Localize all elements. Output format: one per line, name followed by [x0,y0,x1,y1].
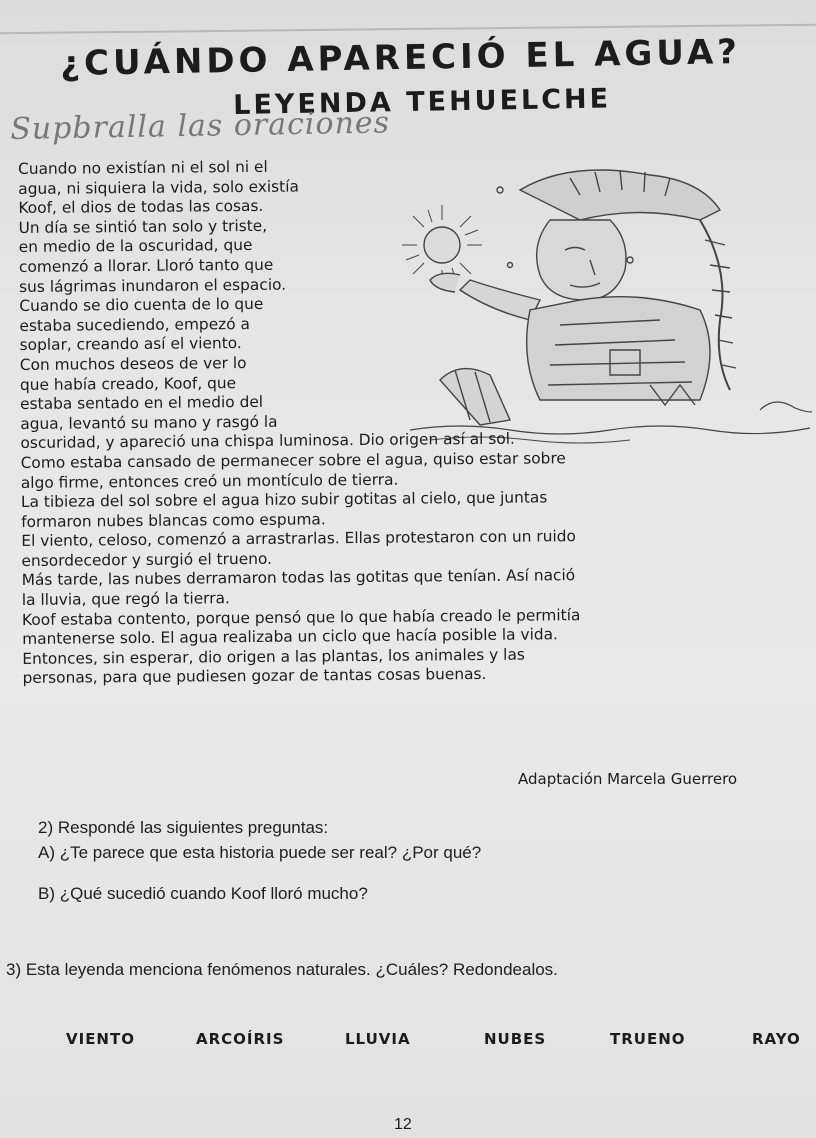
story-line: en medio de la oscuridad, que [18,236,253,257]
story-line: Koof, el dios de todas las cosas. [18,197,264,218]
option-rayo[interactable]: RAYO [752,1030,801,1048]
story-line: Entonces, sin esperar, dio origen a las plantas, los animales y las [22,645,525,668]
story-line: Con muchos deseos de ver lo [19,353,247,374]
option-viento[interactable]: VIENTO [66,1030,135,1048]
story-line: oscuridad, y apareció una chispa luminosa. Dio origen así al sol. [20,429,515,453]
story-line: Un día se sintió tan solo y triste, [18,216,268,237]
option-lluvia[interactable]: LLUVIA [345,1030,411,1048]
question-2: 2) Respondé las siguientes preguntas: [38,818,329,837]
page-number: 12 [394,1116,412,1133]
story-line: que había creado, Koof, que [19,373,237,394]
story-line: formaron nubes blancas como espuma. [21,510,326,531]
story-line: Koof estaba contento, porque pensó que lo que había creado le permitía [21,605,581,629]
handwritten-note: Supbralla las oraciones [10,105,391,147]
story-line: Más tarde, las nubes derramaron todas las gotitas que tenían. Así nació [21,566,576,590]
question-3: 3) Esta leyenda menciona fenómenos naturales. ¿Cuáles? Redondealos. [6,960,558,979]
story-line: Cuando se dio cuenta de lo que [19,295,264,316]
options-row [0,1030,816,1054]
story-line: la lluvia, que regó la tierra. [21,589,230,610]
story-line: La tibieza del sol sobre el agua hizo subir gotitas al cielo, que juntas [20,488,548,512]
option-nubes[interactable]: NUBES [484,1030,547,1048]
story-line: soplar, creando así el viento. [19,334,242,355]
page-title: ¿CUÁNDO APARECIÓ EL AGUA? [60,32,742,84]
story-line: ensordecedor y surgió el trueno. [21,549,273,570]
story-line: estaba sentado en el medio del [20,392,264,414]
page-subtitle: LEYENDA TEHUELCHE [233,83,612,121]
option-trueno[interactable]: TRUENO [610,1030,686,1048]
story-line: El viento, celoso, comenzó a arrastrarlas. Ellas protestaron con un ruido [21,527,576,551]
story-line: Cuando no existían ni el sol ni el [18,157,268,178]
question-2b: B) ¿Qué sucedió cuando Koof lloró mucho? [38,884,368,903]
story-text [18,153,816,689]
story-line: comenzó a llorar. Lloró tanto que [18,255,274,276]
story-line: sus lágrimas inundaron el espacio. [19,275,287,296]
story-line: agua, ni siquiera la vida, solo existía [18,177,299,198]
story-line: personas, para que pudiesen gozar de tantas cosas buenas. [22,665,487,688]
story-line: estaba sucediendo, empezó a [19,314,251,335]
question-2a: A) ¿Te parece que esta historia puede ser real? ¿Por qué? [38,843,482,862]
story-line: mantenerse solo. El agua realizaba un ciclo que hacía posible la vida. [22,625,558,649]
story-line: agua, levantó su mano y rasgó la [20,412,278,433]
credit: Adaptación Marcela Guerrero [518,770,738,788]
story-line: algo firme, entonces creó un montículo de tierra. [20,470,399,492]
story-line: Como estaba cansado de permanecer sobre el agua, quiso estar sobre [20,449,566,472]
option-arcoiris[interactable]: ARCOÍRIS [196,1030,285,1048]
